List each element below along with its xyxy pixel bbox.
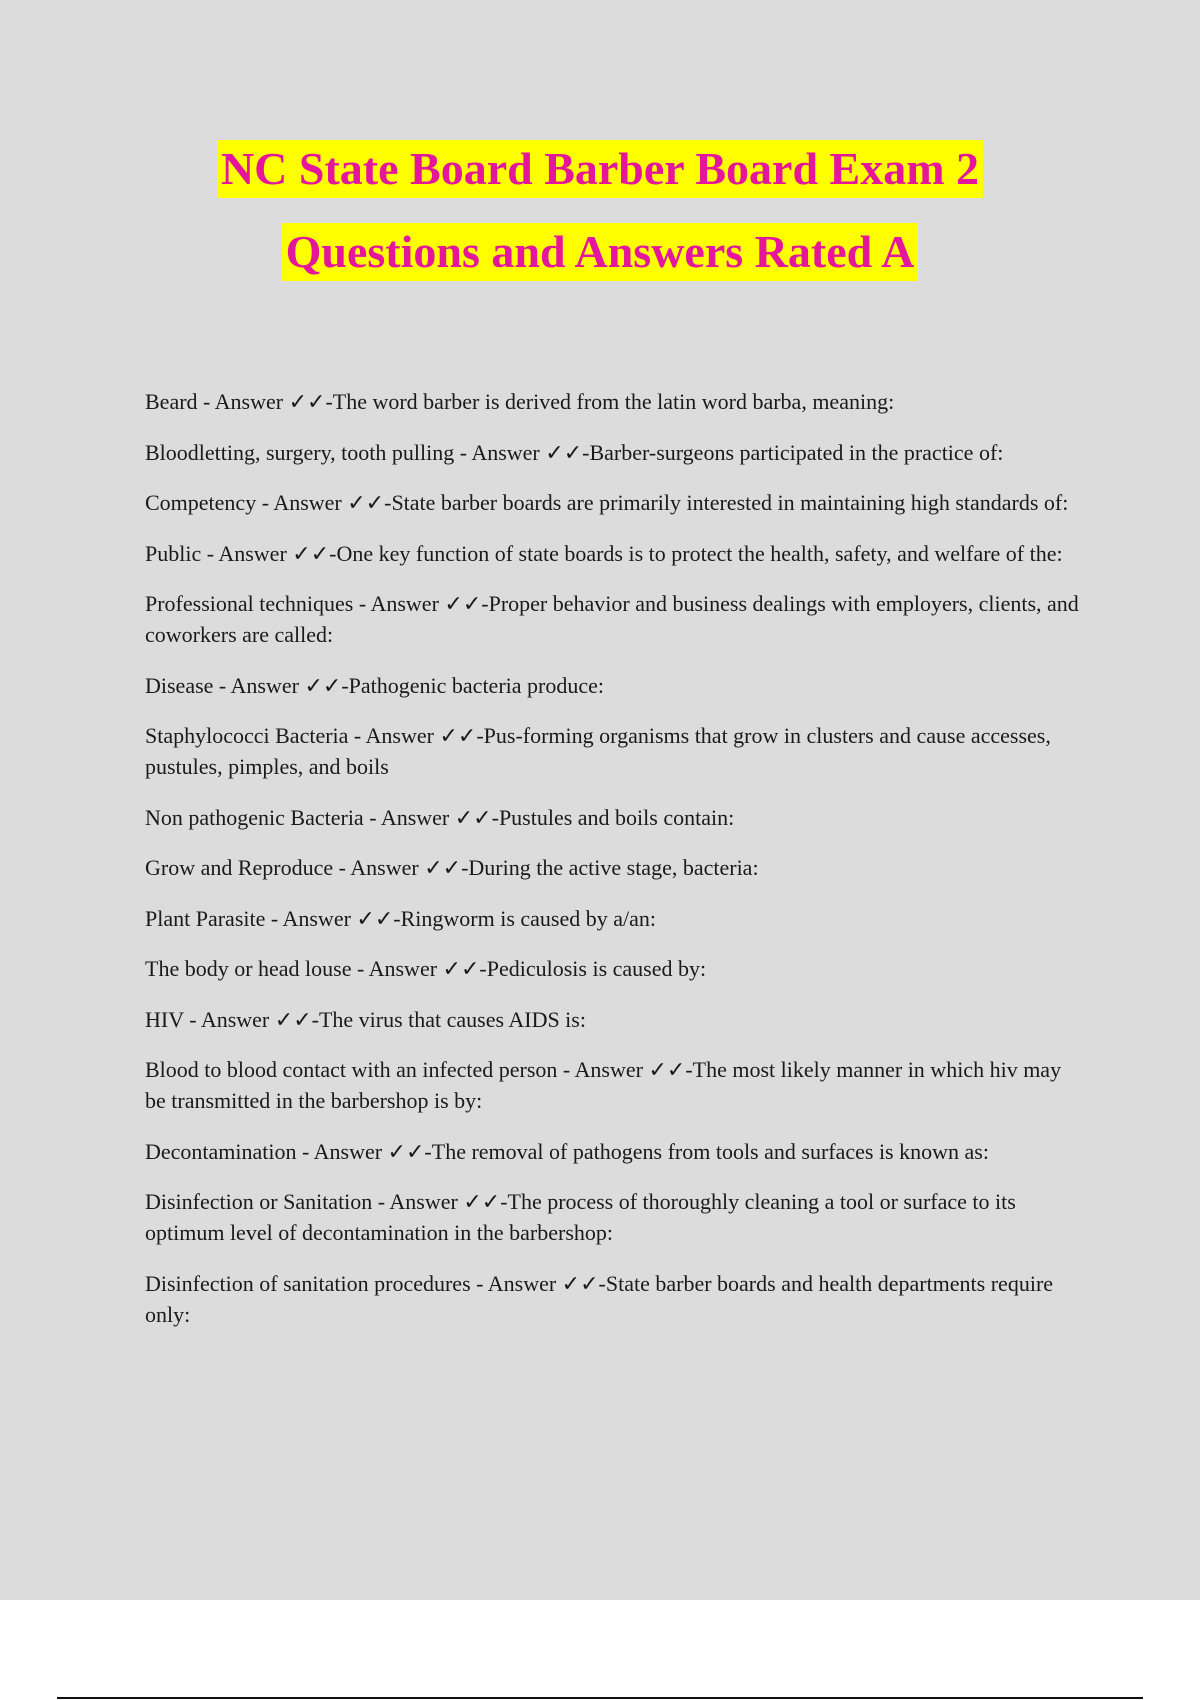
qa-question: Ringworm is caused by a/an: [400,905,657,931]
qa-question: The virus that causes AIDS is: [318,1006,586,1032]
qa-answer: Grow and Reproduce [145,855,334,880]
qa-answer: Disinfection or Sanitation [145,1189,373,1214]
qa-answer: Disinfection of sanitation procedures [145,1270,471,1296]
qa-answer: The body or head louse [145,956,352,981]
answer-label: - Answer ✓✓- [261,490,392,515]
qa-answer: Disease [145,672,214,698]
qa-item [145,903,1080,934]
qa-answer: Beard [145,389,198,414]
qa-item [145,1186,1080,1248]
qa-answer: Competency [145,490,257,515]
answer-label: - Answer ✓✓- [369,804,499,830]
qa-answer: Blood to blood contact with an infected person [145,1057,558,1082]
qa-item [145,487,1080,518]
qa-answer: HIV [145,1006,184,1032]
answer-label: - Answer ✓✓- [476,1270,606,1296]
qa-answer: Bloodletting, surgery, tooth pulling [145,439,455,465]
qa-answer: Public [145,540,202,566]
qa-question: Pus-forming organisms that grow in clusters and cause accesses, pustules, pimples, and boils [145,723,1051,779]
qa-item [145,1136,1080,1167]
qa-item [145,437,1080,468]
answer-label: - Answer ✓✓- [338,855,469,880]
qa-item [145,802,1080,833]
qa-item [145,1054,1080,1116]
qa-question: The removal of pathogens from tools and surfaces is known as: [431,1138,989,1164]
document-title [0,140,1200,306]
answer-label: - Answer ✓✓- [270,905,401,931]
qa-question: The process of thoroughly cleaning a tool or surface to its optimum level of decontamination in the barbershop: [145,1189,1016,1245]
footer-divider [57,1697,1143,1699]
qa-item [145,720,1080,782]
qa-question: State barber boards and health departments require only: [145,1270,1054,1327]
answer-label: - Answer ✓✓- [377,1189,508,1214]
title-line-2: Questions and Answers Rated A [282,223,919,281]
qa-item [145,1268,1080,1330]
qa-question: State barber boards are primarily interested in maintaining high standards of: [391,490,1069,515]
qa-question: The most likely manner in which hiv may be transmitted in the barbershop is by: [145,1057,1062,1113]
qa-item [145,588,1080,650]
qa-question: The word barber is derived from the latin word barba, meaning: [332,389,895,414]
qa-list [145,386,1080,1349]
qa-question: Pediculosis is caused by: [486,956,707,981]
qa-answer: Decontamination [145,1138,297,1164]
qa-question: One key function of state boards is to protect the health, safety, and welfare of the: [336,540,1063,566]
qa-question: Barber-surgeons participated in the practice of: [589,439,1004,465]
answer-label: - Answer ✓✓- [189,1006,319,1032]
answer-label: - Answer ✓✓- [206,540,337,566]
qa-item [145,1004,1080,1035]
qa-question: Proper behavior and business dealings with employers, clients, and coworkers are called: [145,591,1079,647]
qa-item [145,852,1080,883]
answer-label: - Answer ✓✓- [302,1138,432,1164]
answer-label: - Answer ✓✓- [562,1057,693,1082]
answer-label: - Answer ✓✓- [358,591,489,616]
qa-item [145,538,1080,569]
qa-question: Pustules and boils contain: [498,804,735,830]
answer-label: - Answer ✓✓- [459,439,590,465]
title-line-1: NC State Board Barber Board Exam 2 [217,140,983,198]
qa-question: During the active stage, bacteria: [468,855,759,880]
qa-item [145,953,1080,984]
qa-answer: Plant Parasite [145,905,266,931]
answer-label: - Answer ✓✓- [357,956,487,981]
qa-answer: Professional techniques [145,591,354,616]
answer-label: - Answer ✓✓- [203,389,333,414]
answer-label: - Answer ✓✓- [353,723,484,748]
qa-answer: Staphylococci Bacteria [145,723,349,748]
qa-item [145,386,1080,417]
qa-item [145,670,1080,701]
answer-label: - Answer ✓✓- [218,672,349,698]
qa-answer: Non pathogenic Bacteria [145,804,364,830]
qa-question: Pathogenic bacteria produce: [348,672,604,698]
